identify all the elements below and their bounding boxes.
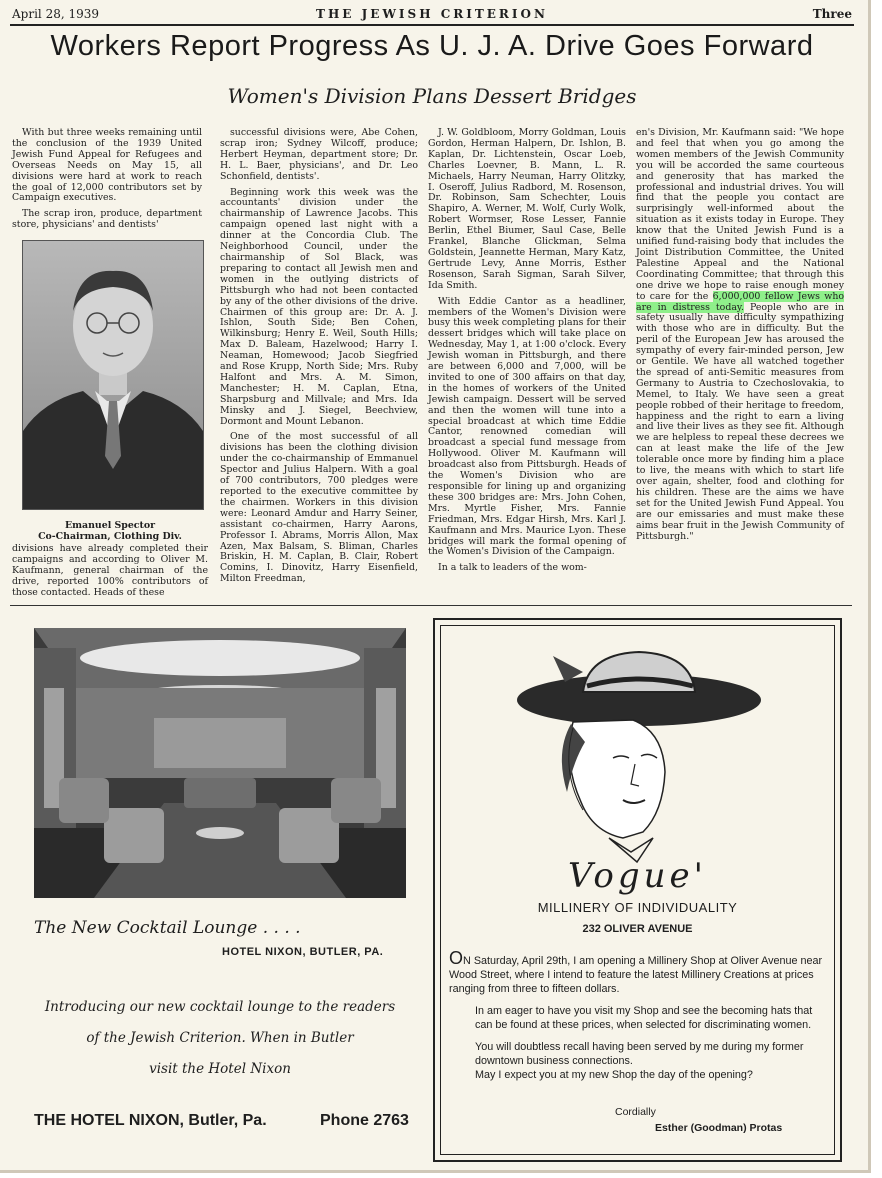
paragraph: successful divisions were, Abe Cohen, scrap iron; Sydney Wilcoff, produce; Herbert Heyman, department store; Dr. H. L. Baer, physicians', and Dr. Leo Schonfield, dentists'. bbox=[220, 127, 418, 182]
drop-initial: O bbox=[449, 948, 464, 968]
ad-paragraph: You will doubtless recall having been served by me during my former downtown business connections. bbox=[475, 1041, 804, 1067]
paragraph: J. W. Goldbloom, Morry Goldman, Louis Gordon, Herman Halpern, Dr. Ishlon, B. Kaplan, Dr. Lichtenstein, Oscar Loeb, Charles Loevner, B. Mann, L. R. Michaels, Harry Neuman, Harry Olitzky, I. Oseroff, Julius Radbord, M. Rosenson, Dr. Robinson, Sam Schechter, Louis Shapiro, A. Werner, M. Wolf, Curly Wolk, Robert Wormser, Rose Lesser, Fannie Berlin, Ethel Biumer, Saul Case, Belle Frankel, Blanche Glickman, Selma Goldstein, Jeannette Herman, Mary Katz, Gertrude Levy, Anne Morris, Esther Rosenson, Sarah Sigman, Sarah Silver, Ida Smith. bbox=[428, 127, 626, 291]
issue-date: April 28, 1939 bbox=[12, 7, 100, 21]
hotel-phone: Phone 2763 bbox=[320, 1112, 409, 1129]
highlighted-text: 6,000,000 fellow Jews who are in distress today. bbox=[636, 290, 844, 313]
intro-line: visit the Hotel Nixon bbox=[149, 1061, 291, 1077]
shop-tagline: MILLINERY OF INDIVIDUALITY bbox=[537, 900, 738, 915]
lounge-ad-location: HOTEL NIXON, BUTLER, PA. bbox=[222, 946, 384, 958]
paragraph: With Eddie Cantor as a headliner, members of the Women's Division were busy this week completing plans for their dessert bridges which will take place on Wednesday, May 1, at 1:00 o'clock. Every Jewish woman in Pittsburgh, and there are between 6,000 and 7,000, will be invited to one of 300 affairs on that day, in the homes of workers of the United Jewish campaign. Dessert will be served and then the women will tune into a special broadcast at which time Eddie Cantor, renowned comedian will broadcast a special fund message from Hollywood. Oliver M. Kaufmann will broadcast also from Pittsburgh. Heads of the Women's Division who are responsible for lining up and organizing these 300 bridges are: Mrs. John Cohen, Mrs. Myrtle Fisher, Mrs. Fannie Friedman, Mrs. Edgar Hirsh, Mrs. Karl J. Kaufmann and Mrs. Maurice Lyon. These bridges will mark the formal opening of the Women's Division of the Campaign. bbox=[428, 295, 626, 558]
paragraph: In a talk to leaders of the wom- bbox=[438, 562, 587, 574]
intro-line: of the Jewish Criterion. When in Butler bbox=[86, 1030, 354, 1046]
paper-name: THE JEWISH CRITERION bbox=[316, 7, 548, 21]
article-headline: Workers Report Progress As U. J. A. Drive Goes Forward bbox=[50, 30, 814, 62]
article-column-2 bbox=[220, 128, 418, 590]
shop-address: 232 OLIVER AVENUE bbox=[582, 923, 693, 935]
paragraph: One of the most successful of all divisions has been the clothing division under the co-chairmanship of Emmanuel Spector and Julius Halpern. With a goal of 700 contributors, 700 pledges were reported to the executive committee by the chairmen. Workers in this division were: Leonard Amdur and Harry Seiner, assistant co-chairmen, Harry Aarons, Professor I. Abrams, Morris Allon, Max Azen, Max Balsam, S. Bliman, Charles Briskin, H. M. Caplan, B. Clair, Robert Comins, I. Dinovitz, Harry Eisenfield, Milton Freedman, bbox=[220, 431, 418, 585]
paragraph: Beginning work this week was the accountants' division under the chairmanship of Lawrence Jacobs. This campaign opened last night with a dinner at the Concordia Club. The Neighborhood Council, under the chairmanship of Sol Black, was preparing to contact all Jewish men and women in the outlying districts of Pittsburgh who had not been contacted by any of the other divisions of the drive. Chairmen of this group are: Dr. A. J. Ishlon, South Side; Ben Cohen, Wilkinsburg; Henry E. Weil, South Hills; Max D. Baleam, Hazelwood; Harry I. Neaman, Homewood; Jacob Siegfried and Rose Krupp, North Side; Mrs. Ruby Halfont and Mrs. A. M. Simon, Manchester; H. M. Caplan, Etna, Sharpsburg and Millvale; and Mrs. Ida Minsky and J. Siegel, Beechview, Dormont and Mount Lebanon. bbox=[220, 186, 418, 427]
intro-line: Introducing our new cocktail lounge to the readers bbox=[44, 999, 396, 1015]
woman-with-hat-illustration bbox=[513, 642, 765, 872]
portrait-photo bbox=[22, 240, 204, 510]
vogue-ad-body bbox=[449, 948, 828, 1090]
quote-text: en's Division, Mr. Kaufmann said: "We hope and feel that when you go among the women members of the Jewish Community you will be accorded the same courteous and generosity that has marked the professional and industrial drives. You will find that the people you contact are surprisingly well-informed about the situation as it exists today in Europe. They know that the United Jewish Fund is a unified fund-raising body that includes the Joint Distribution Committee, the United Palestine Appeal and the National Coordinating Committee; that through this one drive we hope to raise enough money to care for the bbox=[636, 127, 844, 302]
portrait-image bbox=[23, 241, 203, 509]
masthead bbox=[10, 6, 854, 26]
caption-name: Emanuel Spector bbox=[64, 520, 156, 531]
shop-name: Vogue' bbox=[567, 856, 708, 896]
paragraph: The scrap iron, produce, department store, physicians' and dentists' bbox=[12, 208, 202, 231]
section-divider bbox=[10, 605, 852, 606]
ad-signature: Esther (Goodman) Protas bbox=[655, 1122, 783, 1134]
lounge-photo bbox=[34, 628, 406, 898]
caption-title: Co-Chairman, Clothing Div. bbox=[38, 531, 182, 542]
lounge-ad-intro bbox=[34, 992, 406, 1085]
ad-paragraph bbox=[449, 948, 828, 996]
vogue-ad bbox=[433, 618, 842, 1162]
page-number: Three bbox=[812, 7, 852, 21]
quote-text-continued: People who are in safety usually have difficulty sympathizing with those who are in difficulty. But the peril of the European Jew has aroused the sympathy of every fair-minded person, Jew or Gentile. We have all watched together the spread of anti-Semitic measures from Germany to Austria to Czechoslovakia, to Memel, to Italy. We have seen a great people robbed of their heritage to freedom, happiness and the right to earn a living and live their lives as they see fit. Although we are helpless to repeal these decrees we can at least make the life of the Jew tolerable once more by finding him a place to live, the means with which to start life over again, shelter, food and clothing for his children. These are the aims we have set for the United Jewish Fund Appeal. You are our emissaries and must make these aims bear fruit in the Jewish Community of Pittsburgh." bbox=[636, 301, 844, 542]
hotel-name: THE HOTEL NIXON, Butler, Pa. bbox=[34, 1112, 267, 1129]
ad-closing: Cordially bbox=[615, 1106, 656, 1118]
article-column-4 bbox=[636, 128, 844, 547]
ad-paragraph: In am eager to have you visit my Shop and see the becoming hats that can be found at these prices, when selected for discriminating women. bbox=[475, 1005, 813, 1031]
paragraph bbox=[636, 128, 844, 542]
article-column-1 bbox=[12, 128, 202, 236]
ad-paragraph-text: N Saturday, April 29th, I am opening a Millinery Shop at Oliver Avenue near Wood Street, where I intend to feature the latest Millinery Creations at prices ranging from three to fifteen dollars. bbox=[449, 955, 823, 995]
lounge-ad-title: The New Cocktail Lounge . . . . bbox=[34, 918, 301, 938]
article-column-1-continued: divisions have already completed their campaigns and according to Oliver M. Kaufmann, general chairman of the drive, reported 100% contributors of those contacted. Heads of these bbox=[12, 543, 208, 598]
photo-caption bbox=[12, 520, 208, 542]
lounge-image bbox=[34, 628, 406, 898]
ad-paragraph: May I expect you at my new Shop the day of the opening? bbox=[475, 1069, 753, 1081]
paragraph: With but three weeks remaining until the conclusion of the 1939 United Jewish Fund Appeal for Refugees and Overseas Needs on May 15, all divisions were hard at work to reach the goal of 12,000 contributors set by Campaign executives. bbox=[12, 127, 202, 204]
article-subhead: Women's Division Plans Dessert Bridges bbox=[227, 84, 637, 108]
article-column-3 bbox=[428, 128, 626, 579]
